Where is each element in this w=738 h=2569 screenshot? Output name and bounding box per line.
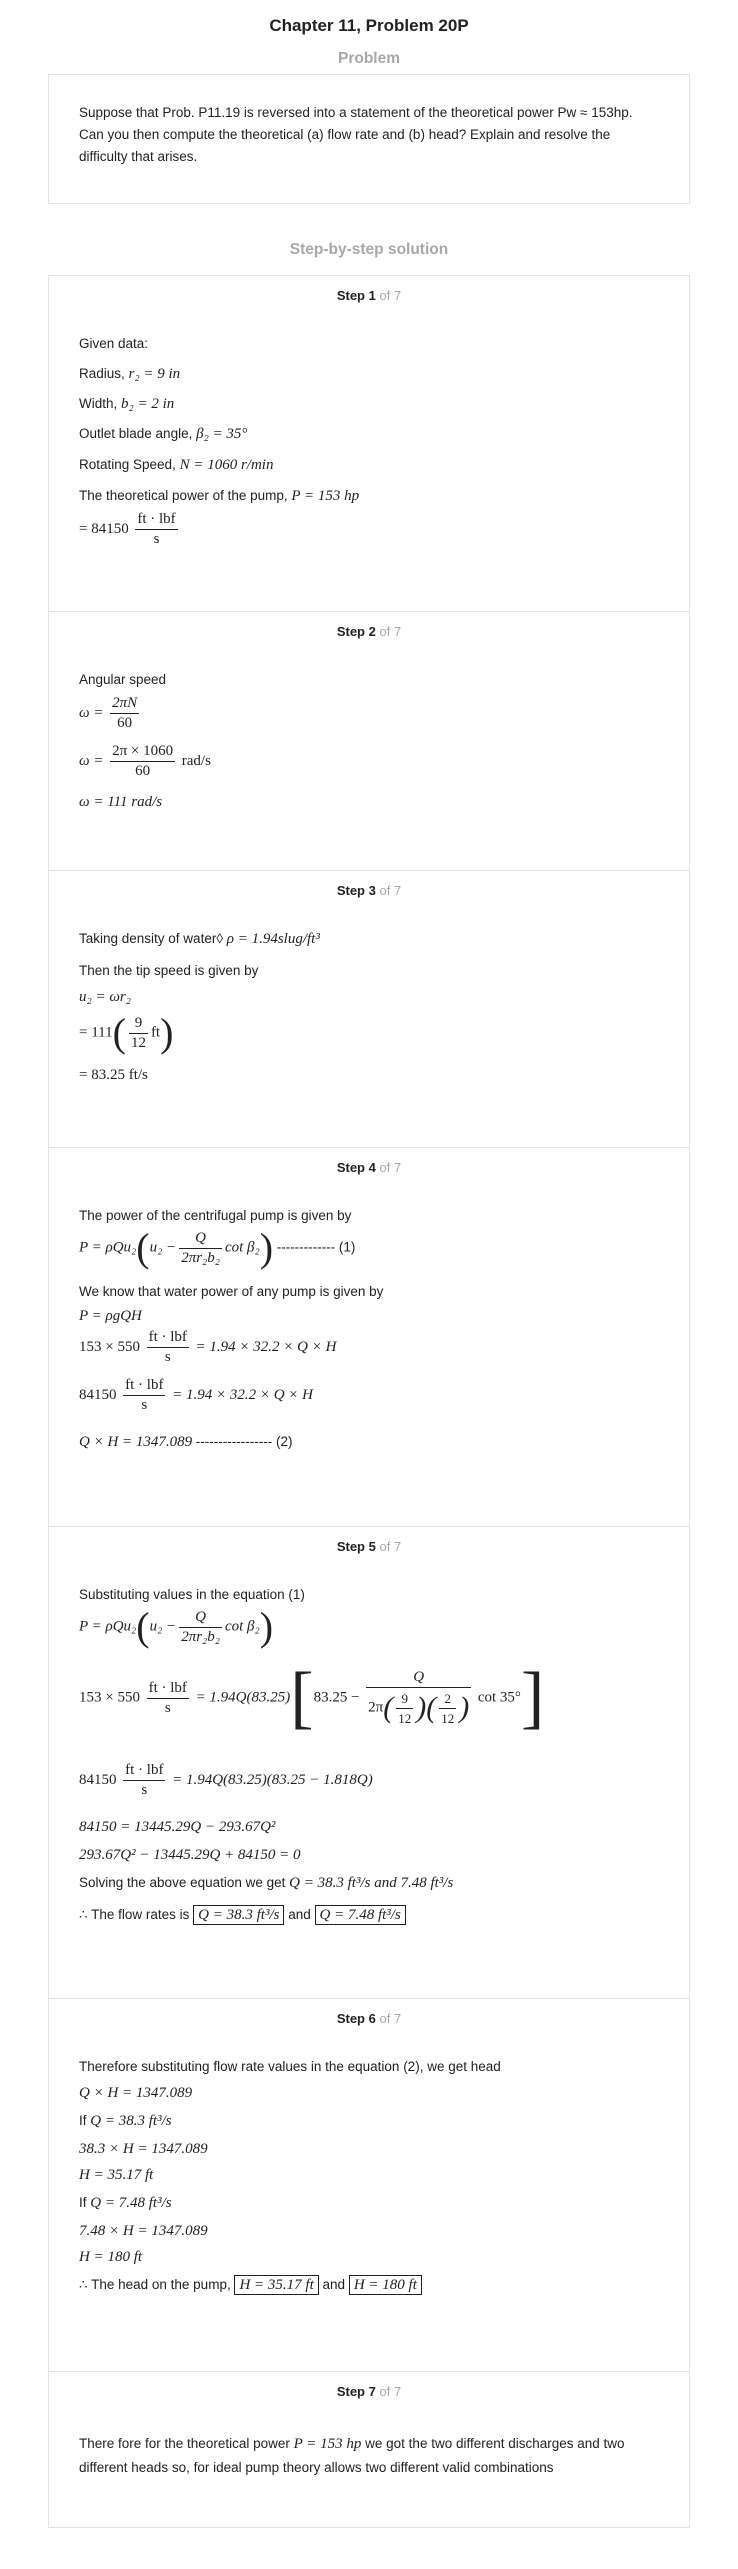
head-intro: Therefore substituting flow rate values in the equation (2), we get head bbox=[79, 2059, 501, 2074]
solve-line: Solving the above equation we get Q = 38.3 ft³/s and 7.48 ft³/s bbox=[79, 1875, 454, 1891]
radius-line: Radius, r₂ = 9 in bbox=[79, 366, 181, 382]
pump-power-eq: P = ρQu₂(u₂ − $\frac{Q}{\text{2πr₂b₂}}$ cot β₂) ------------- (1) bbox=[79, 1225, 356, 1270]
if-1: If Q = 38.3 ft³/s bbox=[79, 2113, 172, 2129]
head-eq-3: H = 35.17 ft bbox=[79, 2167, 154, 2183]
step-header: Step 4 of 7 bbox=[336, 1160, 402, 1175]
problem-text: Suppose that Prob. P11.19 is reversed into a statement of the theoretical power Pw ≈ 153hp. Can you then compute the theoretical (a) flow rate and (b) head? Explain and resolve the difficulty that arises. bbox=[79, 105, 633, 164]
omega-eq-1: ω = $\frac{2\pi N}{60}$ bbox=[79, 695, 138, 731]
tip-eq-3: = 83.25 ft/s bbox=[79, 1067, 148, 1083]
step-2 bbox=[49, 612, 689, 871]
water-power-text: We know that water power of any pump is given by bbox=[79, 1284, 384, 1299]
flow-rate-result: ∴ The flow rates is Q = 38.3 ft³/s and Q = 7.48 ft³/s bbox=[79, 1907, 406, 1924]
water-power-eq: P = ρgQH bbox=[79, 1308, 142, 1324]
omega-eq-3: ω = 111 rad/s bbox=[79, 794, 163, 810]
given-label: Given data: bbox=[79, 336, 149, 351]
angular-speed-label: Angular speed bbox=[79, 672, 167, 687]
power-value: = 84150 $\frac{\text{ft · lbf}}{s}$ bbox=[79, 511, 176, 547]
step-header: Step 5 of 7 bbox=[336, 1539, 402, 1554]
power-line: The theoretical power of the pump, P = 153 hp bbox=[79, 488, 360, 504]
eq-c: Q × H = 1347.089 ----------------- (2) bbox=[79, 1434, 293, 1450]
step-header: Step 2 of 7 bbox=[336, 624, 402, 639]
eq-1: P = ρQu₂(u₂ − $\frac{Q}{\text{2πr₂b₂}}$ cot β₂) bbox=[79, 1604, 274, 1649]
flow-rate-1: Q = 38.3 ft³/s bbox=[193, 1905, 284, 1925]
steps-container bbox=[48, 275, 690, 2528]
eq-5: 293.67Q² − 13445.29Q + 84150 = 0 bbox=[79, 1847, 301, 1863]
step-4 bbox=[49, 1148, 689, 1527]
step-header: Step 1 of 7 bbox=[336, 288, 402, 303]
step-header: Step 3 of 7 bbox=[336, 883, 402, 898]
problem-box bbox=[48, 74, 690, 204]
head-result: ∴ The head on the pump, H = 35.17 ft and H = 180 ft bbox=[79, 2277, 422, 2294]
substitute-intro: Substituting values in the equation (1) bbox=[79, 1587, 305, 1602]
eq-3: 84150 $\frac{\text{ft · lbf}}{s}$ = 1.94Q(83.25)(83.25 − 1.818Q) bbox=[79, 1762, 373, 1798]
head-1: H = 35.17 ft bbox=[234, 2275, 318, 2295]
page-title: Chapter 11, Problem 20P bbox=[269, 16, 469, 35]
step-5 bbox=[49, 1527, 689, 1999]
eq-4: 84150 = 13445.29Q − 293.67Q² bbox=[79, 1819, 276, 1835]
tip-speed-text: Then the tip speed is given by bbox=[79, 963, 259, 978]
eq-a: 153 × 550 $\frac{\text{ft · lbf}}{s}$ = 1.94 × 32.2 × Q × H bbox=[79, 1329, 337, 1365]
head-eq-1: Q × H = 1347.089 bbox=[79, 2085, 193, 2101]
step-3 bbox=[49, 871, 689, 1148]
conclusion-text: There fore for the theoretical power P = 153 hp we got the two different discharges and two different heads so, for ideal pump theory allows two different valid combinations bbox=[79, 2436, 625, 2475]
angle-line: Outlet blade angle, β₂ = 35° bbox=[79, 426, 248, 442]
head-2: H = 180 ft bbox=[349, 2275, 422, 2295]
step-6 bbox=[49, 1999, 689, 2372]
omega-eq-2: ω = $\frac{2\pi \times 1060}{60}$ rad/s bbox=[79, 743, 211, 779]
head-eq-2: 38.3 × H = 1347.089 bbox=[79, 2141, 208, 2157]
eq-b: 84150 $\frac{\text{ft · lbf}}{s}$ = 1.94 × 32.2 × Q × H bbox=[79, 1377, 313, 1413]
speed-line: Rotating Speed, N = 1060 r/min bbox=[79, 457, 274, 473]
step-header: Step 6 of 7 bbox=[336, 2011, 402, 2026]
problem-heading: Problem bbox=[337, 50, 400, 67]
solution-heading: Step-by-step solution bbox=[289, 241, 449, 258]
tip-eq-1: u₂ = ωr₂ bbox=[79, 989, 131, 1005]
if-2: If Q = 7.48 ft³/s bbox=[79, 2195, 172, 2211]
head-eq-5: H = 180 ft bbox=[79, 2249, 143, 2265]
step-1 bbox=[49, 276, 689, 612]
width-line: Width, b₂ = 2 in bbox=[79, 396, 175, 412]
density-line: Taking density of water◊ ρ = 1.94slug/ft³ bbox=[79, 931, 320, 947]
tip-eq-2: = 111( $\frac{9}{12}$ ft) bbox=[79, 1010, 174, 1055]
flow-rate-2: Q = 7.48 ft³/s bbox=[315, 1905, 406, 1925]
eq-2: 153 × 550 $\frac{\text{ft · lbf}}{s}$ = 1.94Q(83.25)[83.25 − Q 2π( $\frac{9}{12}$ )( $\frac{2}{12}$ ) cot 35°] bbox=[79, 1659, 545, 1736]
step-7 bbox=[49, 2372, 689, 2527]
pump-power-intro: The power of the centrifugal pump is given by bbox=[79, 1208, 352, 1223]
step-header: Step 7 of 7 bbox=[336, 2384, 402, 2399]
head-eq-4: 7.48 × H = 1347.089 bbox=[79, 2223, 208, 2239]
